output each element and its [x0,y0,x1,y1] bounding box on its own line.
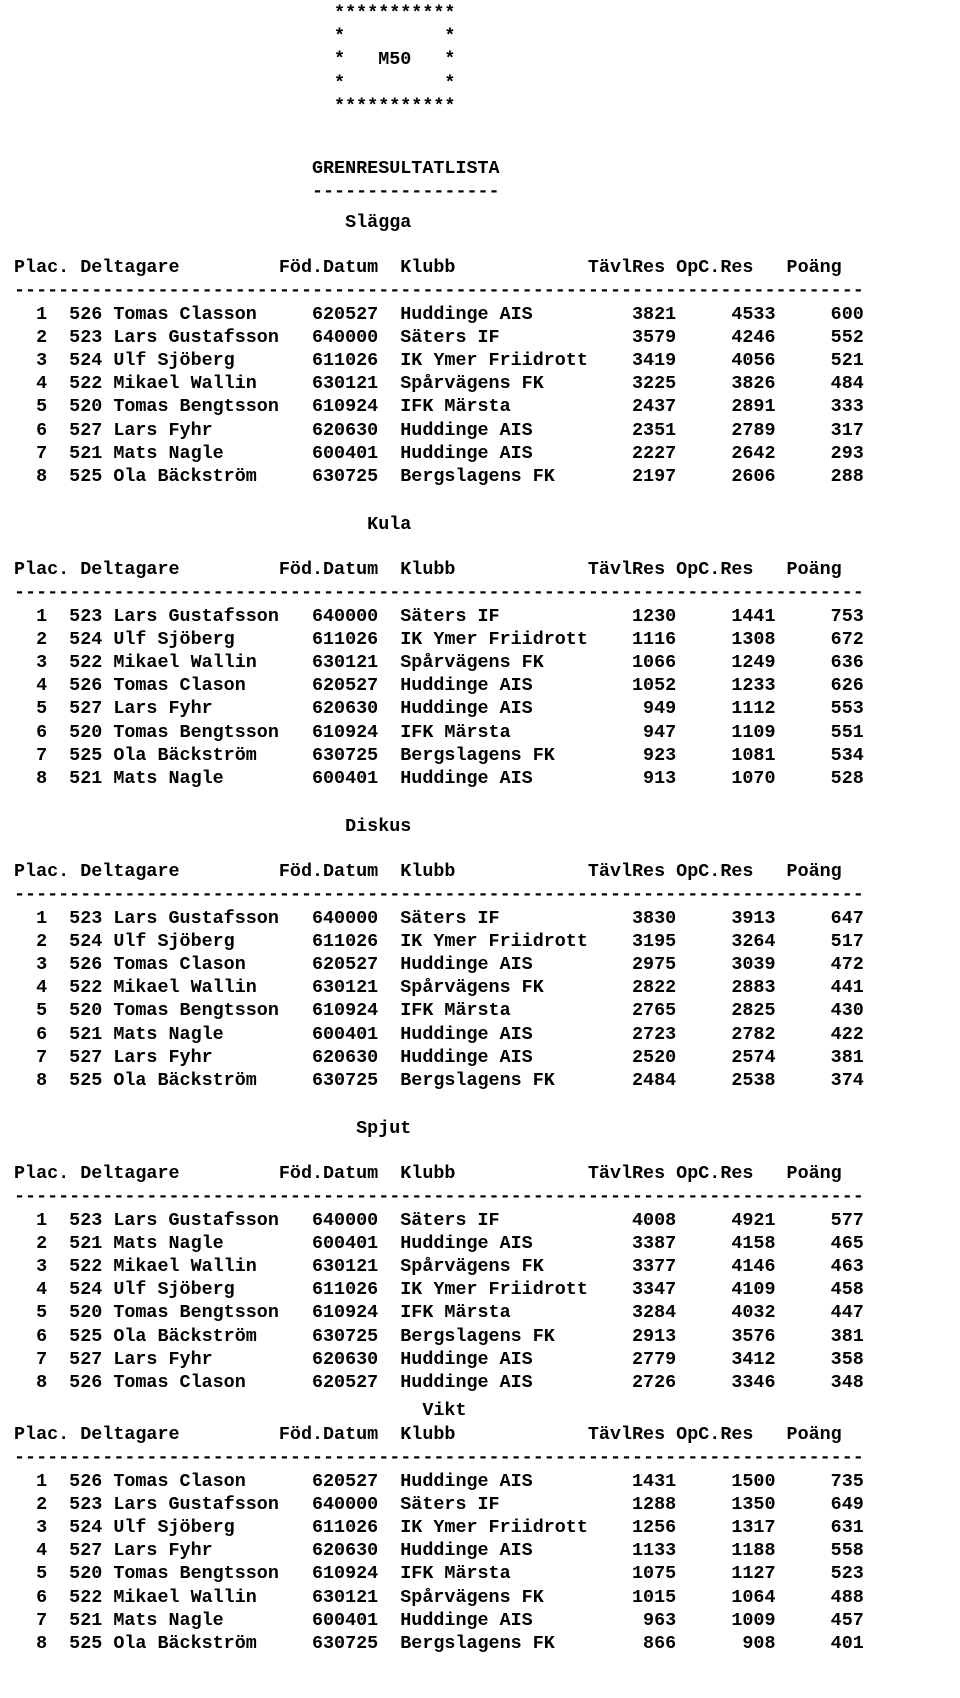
table-row: 8 525 Ola Bäckström 630725 Bergslagens FK 2197 2606 288 [14,466,864,488]
table-row: 3 524 Ulf Sjöberg 611026 IK Ymer Friidrott 1256 1317 631 [14,1517,864,1538]
table-row: 6 521 Mats Nagle 600401 Huddinge AIS 2723 2782 422 [14,1023,864,1045]
report-title: GRENRESULTATLISTA [14,158,500,179]
table-separator: ----------------------------------------------------------------------------- [14,280,864,302]
table-row: 8 525 Ola Bäckström 630725 Bergslagens FK 2484 2538 374 [14,1070,864,1092]
table-row: 4 527 Lars Fyhr 620630 Huddinge AIS 1133 1188 558 [14,1540,864,1562]
table-row: 3 524 Ulf Sjöberg 611026 IK Ymer Friidrott 3419 4056 521 [14,350,864,372]
table-row: 7 521 Mats Nagle 600401 Huddinge AIS 963 1009 457 [14,1609,864,1631]
table-row: 8 526 Tomas Clason 620527 Huddinge AIS 2726 3346 348 [14,1372,864,1394]
table-row: 6 525 Ola Bäckström 630725 Bergslagens FK 2913 3576 381 [14,1325,864,1347]
table-row: 5 520 Tomas Bengtsson 610924 IFK Märsta 1075 1127 523 [14,1563,864,1585]
table-row: 5 520 Tomas Bengtsson 610924 IFK Märsta 3284 4032 447 [14,1302,864,1324]
table-separator: ----------------------------------------------------------------------------- [14,582,864,604]
table-separator: ----------------------------------------------------------------------------- [14,884,864,906]
table-row: 2 524 Ulf Sjöberg 611026 IK Ymer Friidrott 1116 1308 672 [14,628,864,650]
table-row: 8 521 Mats Nagle 600401 Huddinge AIS 913 1070 528 [14,768,864,790]
table-header: Plac. Deltagare Föd.Datum Klubb TävlRes OpC.Res Poäng [14,559,842,581]
table-separator: ----------------------------------------------------------------------------- [14,1447,864,1469]
banner-line: * * [14,26,456,48]
table-row: 1 523 Lars Gustafsson 640000 Säters IF 1230 1441 753 [14,605,864,627]
table-row: 5 527 Lars Fyhr 620630 Huddinge AIS 949 1112 553 [14,698,864,720]
event-title: Diskus [14,816,412,837]
table-row: 4 522 Mikael Wallin 630121 Spårvägens FK 2822 2883 441 [14,977,864,999]
event-title: Slägga [14,212,412,233]
table-row: 4 522 Mikael Wallin 630121 Spårvägens FK 3225 3826 484 [14,373,864,395]
table-row: 4 524 Ulf Sjöberg 611026 IK Ymer Friidrott 3347 4109 458 [14,1279,864,1301]
table-row: 7 527 Lars Fyhr 620630 Huddinge AIS 2779 3412 358 [14,1348,864,1370]
table-row: 3 522 Mikael Wallin 630121 Spårvägens FK 3377 4146 463 [14,1256,864,1278]
table-row: 7 525 Ola Bäckström 630725 Bergslagens FK 923 1081 534 [14,744,864,766]
event-title: Kula [14,514,412,535]
table-row: 3 526 Tomas Clason 620527 Huddinge AIS 2975 3039 472 [14,954,864,976]
table-row: 3 522 Mikael Wallin 630121 Spårvägens FK 1066 1249 636 [14,652,864,674]
banner-line: * * [14,72,456,94]
table-row: 6 520 Tomas Bengtsson 610924 IFK Märsta 947 1109 551 [14,721,864,743]
event-title: Vikt [14,1400,467,1421]
table-header: Plac. Deltagare Föd.Datum Klubb TävlRes OpC.Res Poäng [14,257,842,279]
table-row: 1 526 Tomas Classon 620527 Huddinge AIS 3821 4533 600 [14,303,864,325]
table-row: 7 527 Lars Fyhr 620630 Huddinge AIS 2520 2574 381 [14,1046,864,1068]
table-row: 4 526 Tomas Clason 620527 Huddinge AIS 1052 1233 626 [14,675,864,697]
event-title: Spjut [14,1118,412,1139]
table-row: 1 526 Tomas Clason 620527 Huddinge AIS 1431 1500 735 [14,1470,864,1492]
table-row: 8 525 Ola Bäckström 630725 Bergslagens FK 866 908 401 [14,1633,864,1654]
table-row: 6 527 Lars Fyhr 620630 Huddinge AIS 2351 2789 317 [14,419,864,441]
banner-line: *********** [14,3,456,24]
table-header: Plac. Deltagare Föd.Datum Klubb TävlRes OpC.Res Poäng [14,861,842,883]
table-header: Plac. Deltagare Föd.Datum Klubb TävlRes OpC.Res Poäng [14,1424,842,1446]
table-row: 2 523 Lars Gustafsson 640000 Säters IF 3579 4246 552 [14,326,864,348]
banner-line: * M50 * [14,49,456,71]
table-row: 5 520 Tomas Bengtsson 610924 IFK Märsta 2765 2825 430 [14,1000,864,1022]
table-row: 2 524 Ulf Sjöberg 611026 IK Ymer Friidrott 3195 3264 517 [14,930,864,952]
table-row: 7 521 Mats Nagle 600401 Huddinge AIS 2227 2642 293 [14,442,864,464]
table-row: 5 520 Tomas Bengtsson 610924 IFK Märsta 2437 2891 333 [14,396,864,418]
table-header: Plac. Deltagare Föd.Datum Klubb TävlRes OpC.Res Poäng [14,1163,842,1185]
table-row: 6 522 Mikael Wallin 630121 Spårvägens FK 1015 1064 488 [14,1586,864,1608]
title-underline: ----------------- [14,181,500,203]
table-row: 2 521 Mats Nagle 600401 Huddinge AIS 3387 4158 465 [14,1232,864,1254]
table-row: 1 523 Lars Gustafsson 640000 Säters IF 3830 3913 647 [14,907,864,929]
table-row: 2 523 Lars Gustafsson 640000 Säters IF 1288 1350 649 [14,1493,864,1515]
table-row: 1 523 Lars Gustafsson 640000 Säters IF 4008 4921 577 [14,1209,864,1231]
banner-line: *********** [14,95,456,117]
table-separator: ----------------------------------------------------------------------------- [14,1186,864,1208]
